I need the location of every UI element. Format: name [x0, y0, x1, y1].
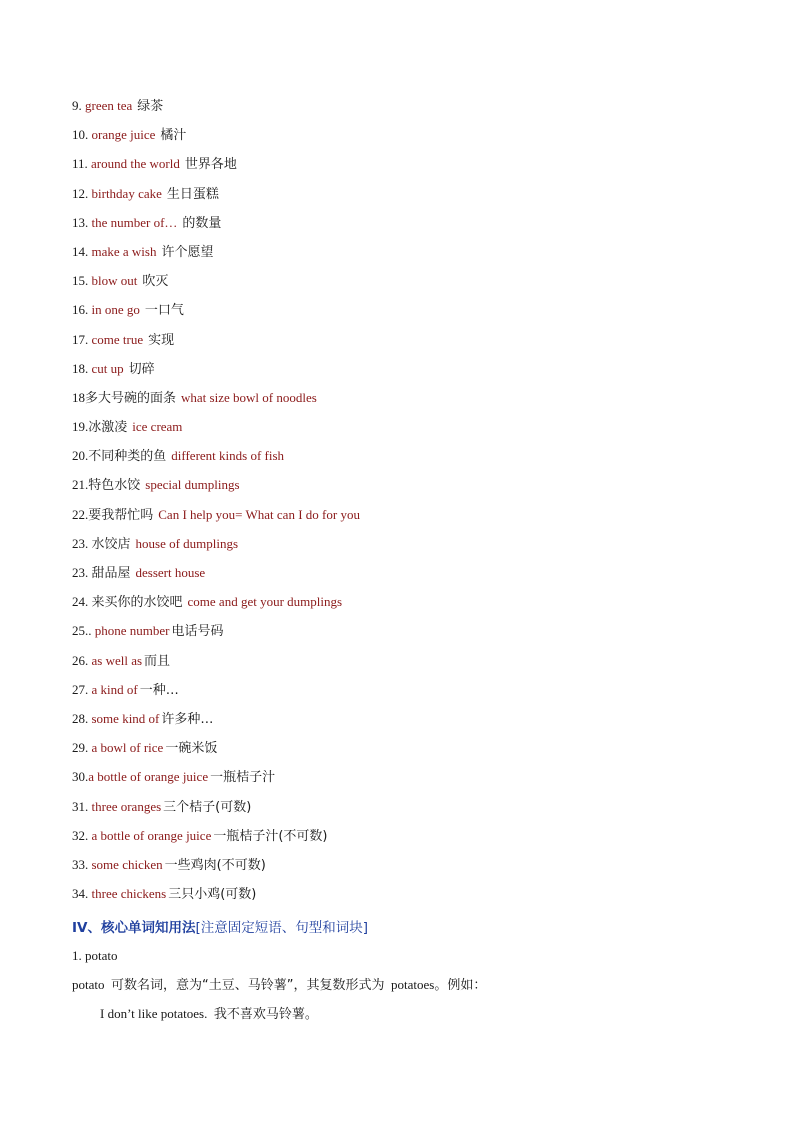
vocab-number: 32.: [72, 827, 92, 843]
vocab-item: [72, 795, 762, 824]
vocab-english: around the world: [91, 156, 180, 172]
vocab-item: [72, 211, 762, 240]
vocab-english: make a wish: [91, 243, 157, 259]
vocab-item: [72, 415, 762, 444]
vocab-item: [72, 386, 762, 415]
vocab-item: [72, 649, 762, 678]
vocab-item: [72, 473, 762, 502]
vocab-chinese: 世界各地: [184, 157, 237, 173]
vocab-chinese: 冰激凌: [88, 420, 128, 436]
vocab-english: ice cream: [132, 419, 183, 435]
paragraph-word: potato: [72, 977, 105, 992]
vocab-item: [72, 824, 762, 853]
vocab-english: a bottle of orange juice: [91, 827, 212, 843]
vocab-english: come and get your dumplings: [187, 594, 343, 610]
vocab-item: [72, 182, 762, 211]
vocab-item: [72, 736, 762, 765]
vocab-number: 29.: [72, 740, 92, 756]
vocab-english: three oranges: [91, 798, 162, 814]
vocab-chinese: 许多种…: [161, 711, 214, 727]
vocab-item: [72, 444, 762, 473]
vocab-item: [72, 532, 762, 561]
vocab-number: 23.: [72, 565, 92, 580]
vocab-item: [72, 357, 762, 386]
vocab-english: special dumplings: [145, 477, 240, 493]
vocab-number: 19.: [72, 419, 89, 435]
vocab-chinese: 的数量: [182, 215, 222, 231]
section-heading: [72, 918, 368, 938]
vocab-english: house of dumplings: [135, 535, 239, 551]
vocab-english: phone number: [94, 623, 170, 639]
vocab-chinese: 许个愿望: [161, 244, 214, 260]
vocab-item: [72, 707, 762, 736]
vocab-english: a kind of: [91, 681, 138, 697]
vocab-number: 17.: [72, 331, 92, 347]
vocab-chinese: 绿茶: [137, 99, 164, 114]
vocab-item: [72, 269, 762, 298]
vocab-item: [72, 240, 762, 269]
vocab-item: [72, 94, 762, 123]
vocab-chinese: 生日蛋糕: [166, 186, 219, 202]
section-heading-title: IV、核心单词知用法: [72, 920, 196, 936]
vocab-english: in one go: [91, 302, 140, 318]
vocabulary-list: [72, 94, 762, 911]
vocab-english: three chickens: [91, 886, 167, 902]
vocab-chinese: 三个桔子(可数): [163, 799, 252, 815]
vocab-chinese: 而且: [144, 653, 171, 669]
vocab-number: 22.: [72, 506, 89, 522]
vocab-number: 26.: [72, 652, 92, 668]
paragraph-text-1: 可数名词，意为“土豆、马铃薯”，其复数形式为: [111, 978, 385, 993]
vocab-english: some kind of: [91, 710, 160, 726]
paragraph-text-2: 。例如：: [434, 978, 487, 993]
vocab-chinese: 一碗米饭: [165, 741, 218, 757]
vocab-english: some chicken: [91, 856, 163, 872]
vocab-number: 13.: [72, 214, 92, 230]
vocab-number: 21.: [72, 477, 89, 493]
vocab-number: 27.: [72, 681, 92, 697]
vocab-english: come true: [91, 331, 144, 347]
example-chinese: 我不喜欢马铃薯。: [213, 1007, 318, 1022]
section-heading-note: [注意固定短语、句型和词块]: [195, 920, 369, 936]
vocab-chinese: 来买你的水饺吧: [91, 595, 183, 611]
vocab-chinese: 橘汁: [160, 128, 187, 144]
vocab-english: the number of…: [91, 214, 178, 230]
vocab-chinese: 水饺店: [91, 536, 131, 552]
vocab-english: different kinds of fish: [171, 448, 285, 464]
vocab-number: 28.: [72, 710, 92, 726]
vocab-number: 18.: [72, 360, 92, 376]
vocab-english: a bottle of orange juice: [88, 769, 209, 785]
vocab-number: 9.: [72, 98, 85, 113]
vocab-chinese: 一口气: [144, 303, 184, 319]
vocab-number: 10.: [72, 127, 92, 143]
vocab-number: 30.: [72, 769, 89, 785]
vocab-item: [72, 298, 762, 327]
vocab-item: [72, 561, 762, 590]
example-english: I don’t like potatoes.: [100, 1006, 208, 1021]
vocab-number: 24.: [72, 594, 92, 610]
subheading-potato: 1. potato: [72, 948, 118, 963]
vocab-number: 11.: [72, 156, 92, 172]
vocab-chinese: 吹灭: [142, 274, 169, 290]
vocab-english: as well as: [91, 652, 143, 668]
vocab-chinese: 三只小鸡(可数): [168, 887, 257, 903]
vocab-english: orange juice: [91, 127, 156, 143]
vocab-item: [72, 678, 762, 707]
vocab-item: [72, 853, 762, 882]
vocab-english: dessert house: [135, 565, 206, 580]
vocab-item: [72, 765, 762, 794]
vocab-number: 25..: [72, 623, 95, 639]
vocab-number: 16.: [72, 302, 92, 318]
vocab-number: 31.: [72, 798, 92, 814]
vocab-chinese: 一些鸡肉(不可数): [164, 857, 266, 873]
vocab-chinese: 不同种类的鱼: [88, 449, 167, 465]
vocab-english: what size bowl of noodles: [181, 389, 317, 405]
vocab-english: cut up: [91, 360, 124, 376]
vocab-english: Can I help you= What can I do for you: [158, 506, 360, 522]
vocab-english: a bowl of rice: [91, 740, 164, 756]
vocab-chinese: 特色水饺: [88, 478, 141, 494]
vocab-number: 23.: [72, 535, 92, 551]
vocab-number: 18: [72, 389, 85, 405]
vocab-chinese: 一种…: [139, 682, 179, 698]
vocab-number: 20.: [72, 448, 89, 464]
vocab-english: birthday cake: [91, 185, 162, 201]
vocab-english: green tea: [85, 98, 133, 113]
vocab-number: 33.: [72, 856, 92, 872]
vocab-number: 15.: [72, 273, 92, 289]
vocab-english: blow out: [91, 273, 138, 289]
vocab-item: [72, 328, 762, 357]
vocab-chinese: 要我帮忙吗: [88, 507, 154, 523]
paragraph-plural: potatoes: [390, 977, 435, 992]
explanation-paragraph: [72, 975, 486, 996]
vocab-chinese: 实现: [148, 332, 175, 348]
vocab-item: [72, 123, 762, 152]
vocab-chinese: 一瓶桔子汁: [210, 770, 276, 786]
vocab-number: 34.: [72, 886, 92, 902]
vocab-chinese: 切碎: [128, 361, 155, 377]
vocab-chinese: 甜品屋: [91, 566, 131, 581]
vocab-number: 14.: [72, 243, 92, 259]
vocab-chinese: 电话号码: [171, 624, 224, 640]
vocab-item: [72, 152, 762, 181]
example-sentence: [100, 1004, 318, 1025]
vocab-item: [72, 882, 762, 911]
vocab-item: [72, 503, 762, 532]
vocab-number: 12.: [72, 185, 92, 201]
vocab-item: [72, 619, 762, 648]
vocab-chinese: 一瓶桔子汁(不可数): [213, 828, 328, 844]
vocab-item: [72, 590, 762, 619]
vocab-chinese: 多大号碗的面条: [85, 390, 177, 406]
